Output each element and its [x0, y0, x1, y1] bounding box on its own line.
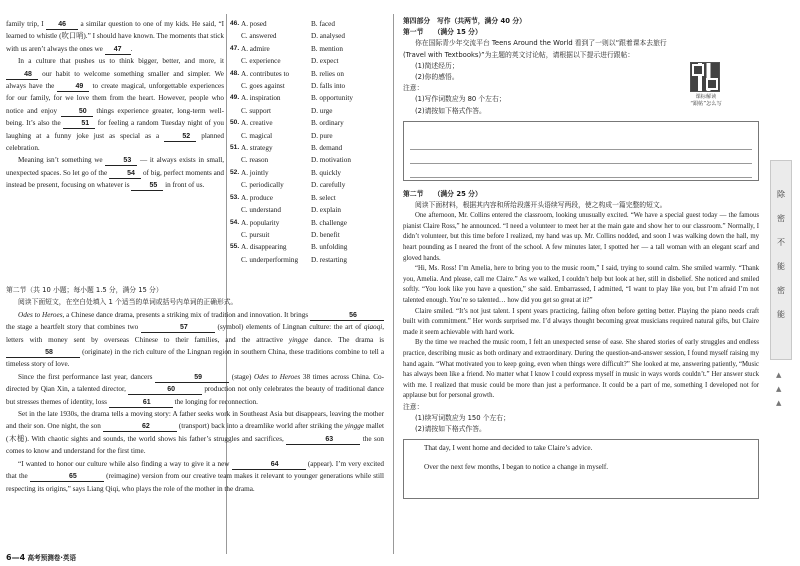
seal-side-tab — [770, 160, 792, 360]
option-row — [230, 192, 385, 204]
writing-section-1-prompt: 你在国际青少年交流平台 Teens Around the World 看到了一则以“跟着课本去旅行 (Travel with Textbooks)”为主题的英文讨论帖，请根据以下提示进行跟帖： — [403, 39, 667, 59]
option-a[interactable]: A. admire — [241, 44, 270, 53]
story-paragraph-4: By the time we reached the music room, I felt an unexpected sense of ease. She shared stories of early struggles and endless practice, describing music as both ordinary and extraordinary. During the question-and-answer session, I found myself raising my hand again. “What motivated you to keep going, even when things were difficult?” She looked at me, answering patiently, “Music has always been like a friend. No matter what I know I could express myself in music in ways words couldn’t.” Her answer stuck with me. I realized that music could be more than just a performance. It could be a part of me, something I developed not for applause but for personal growth. — [403, 339, 759, 400]
option-c[interactable]: C. understand — [241, 206, 281, 215]
story-paragraph-2: “Hi, Ms. Ross! I’m Amelia, here to bring you to the music room,” I said, trying to sound calm. She smiled warmly. “Thank you, Amelia. And please, call me Claire.” As we walked, I couldn’t help but look at her, still in disbelief. She noticed and smiled softly. “You look like you have a question,” she said. Embarrassed, I admitted, “I want to play like you, but I’m afraid I’m not talented enough. You’re so talented… how did you get so great at it?” — [403, 265, 759, 304]
option-b[interactable]: B. quickly — [311, 168, 341, 177]
option-b[interactable]: B. mention — [311, 44, 343, 53]
note-2-2: (2)请按如下格式作答。 — [415, 425, 486, 434]
option-d[interactable]: D. motivation — [311, 156, 351, 165]
option-row — [230, 229, 385, 241]
blank-58[interactable]: 58 — [6, 348, 80, 358]
note-label-1: 注意： — [403, 84, 424, 93]
question-number: 46. — [230, 20, 240, 27]
blank-60[interactable]: 60 — [128, 385, 202, 395]
option-d[interactable]: D. carefully — [311, 181, 346, 190]
option-b[interactable]: B. unfolding — [311, 243, 348, 252]
blank-50[interactable]: 50 — [61, 107, 93, 117]
passage-paragraph-3: Meaning isn’t something we 53 — it always exists in small, unexpected spaces. So let go of the 54 of big, perfect moments and instead be present, focusing on whatever is 55 in front of us. — [6, 156, 225, 190]
option-b[interactable]: B. opportunity — [311, 94, 353, 103]
option-row — [230, 241, 385, 253]
option-c[interactable]: C. periodically — [241, 181, 284, 190]
question-number: 55. — [230, 243, 240, 251]
option-a[interactable]: A. contributes to — [241, 69, 290, 78]
option-b[interactable]: B. demand — [311, 144, 343, 153]
blank-51[interactable]: 51 — [63, 119, 95, 129]
note-1-1: (1)写作词数应为 80 个左右； — [415, 95, 506, 104]
section-2-heading: 第二节（共 10 小题；每小题 1.5 分，满分 15 分） — [6, 286, 163, 294]
writing-section-1-heading: 第一节 （满分 15 分） — [403, 28, 482, 37]
page-divider — [393, 14, 394, 554]
page-footer — [6, 552, 76, 562]
option-d[interactable]: D. analysed — [311, 32, 345, 41]
option-row — [230, 117, 385, 129]
blank-53[interactable]: 53 — [105, 156, 137, 166]
question-number: 47. — [230, 44, 240, 52]
story-paragraph-3: Claire smiled. “It’s not just talent. I spent years practicing, failing often before getting better. Playing the piano needs craft built with commitment.” Her words surprised me. I’d always thought becoming great musicians required natural gifts, but Claire made it seem achievable with hard work. — [403, 307, 759, 336]
blank-56[interactable]: 56 — [310, 311, 384, 321]
option-row — [230, 55, 385, 67]
option-b[interactable]: B. relies on — [311, 69, 344, 78]
option-c[interactable]: C. goes against — [241, 82, 285, 91]
option-row — [230, 105, 385, 117]
question-number: 52. — [230, 168, 240, 176]
option-d[interactable]: D. benefit — [311, 230, 340, 239]
option-row — [230, 142, 385, 154]
option-d[interactable]: D. pure — [311, 131, 333, 140]
section-2-instruction: 阅读下面短文，在空白处填入 1 个适当的单词或括号内单词的正确形式。 — [18, 298, 238, 307]
option-c[interactable]: C. magical — [241, 131, 273, 140]
option-c[interactable]: C. experience — [241, 57, 281, 66]
answer-box-2[interactable] — [403, 439, 759, 499]
answer-line — [410, 140, 752, 150]
option-row — [230, 30, 385, 42]
left-column — [6, 18, 224, 192]
option-row — [230, 68, 385, 80]
option-b[interactable]: B. select — [311, 193, 336, 202]
blank-46[interactable]: 46 — [46, 20, 78, 30]
question-number: 48. — [230, 69, 240, 77]
starter-sentence-1: That day, I went home and decided to take Claire’s advice. — [424, 443, 593, 452]
page-number: 6—4 — [6, 553, 26, 562]
section-2-grammar — [6, 284, 384, 495]
passage-paragraph-2: In a culture that pushes us to think bigger, better, and more, it 48 our habit to welcome something smaller and simpler. We always have the 49 to create magical, unforgettable experiences for our family, for we love them from the heart. However, people who notice and enjoy 50 things experience greater, long-term well-being. It’s also the 51 for feeling a random Tuesday night of you laughing at a funny joke just as special as a 52 planned celebration. — [6, 57, 225, 153]
option-row — [230, 254, 385, 266]
option-d[interactable]: D. urge — [311, 106, 333, 115]
option-c[interactable]: C. answered — [241, 32, 277, 41]
starter-sentence-2: Over the next few months, I began to notice a change in myself. — [424, 462, 609, 471]
question-number: 54. — [230, 218, 240, 226]
blank-59[interactable]: 59 — [155, 373, 229, 383]
question-number: 53. — [230, 193, 240, 201]
option-row — [230, 43, 385, 55]
option-row — [230, 130, 385, 142]
option-b[interactable]: B. challenge — [311, 218, 347, 227]
question-number: 50. — [230, 119, 240, 127]
writing-section-2-heading: 第二节 （满分 25 分） — [403, 189, 482, 198]
option-d[interactable]: D. restarting — [311, 255, 347, 264]
point-1: (1)简述经历； — [415, 61, 459, 70]
blank-65[interactable]: 65 — [30, 472, 104, 482]
qr-code-icon[interactable] — [690, 62, 720, 92]
option-c[interactable]: C. support — [241, 106, 271, 115]
option-a[interactable]: A. posed — [241, 20, 267, 28]
answer-line — [410, 168, 752, 178]
option-c[interactable]: C. underperforming — [241, 255, 299, 264]
blank-55[interactable]: 55 — [131, 181, 163, 191]
option-a[interactable]: A. creative — [241, 119, 273, 128]
side-arrows-icon: ▲ ▲ ▲ — [776, 371, 782, 407]
options-column — [230, 18, 385, 266]
side-tab-text: 除密不能密能 — [777, 190, 785, 319]
note-1-2: (2)请按如下格式作答。 — [415, 106, 486, 115]
footer-title: 高考预测卷·英语 — [27, 554, 77, 562]
part-4-heading: 第四部分 写作（共两节，满分 40 分） — [403, 17, 526, 25]
blank-48[interactable]: 48 — [6, 70, 38, 80]
option-a[interactable]: A. popularity — [241, 218, 280, 227]
blank-54[interactable]: 54 — [109, 169, 141, 179]
option-b[interactable]: B. faced — [311, 20, 335, 28]
option-d[interactable]: D. expect — [311, 57, 339, 66]
answer-box-1[interactable] — [403, 121, 759, 181]
blank-52[interactable]: 52 — [164, 132, 196, 142]
passage-paragraph-1: family trip, I 46 a similar question to one of my kids. He said, “I learned to whistle (吹口哨).” I should have known. The moments that stick with us aren’t always the ones we 47 . — [6, 20, 225, 53]
writing-section-2-prompt: 阅读下面材料，根据其内容和所给段落开头语续写两段，使之构成一篇完整的短文。 — [415, 201, 667, 210]
qr-caption: 课标解读 “跟帖”怎么写 — [690, 94, 722, 107]
option-d[interactable]: D. falls into — [311, 82, 346, 91]
option-a[interactable]: A. jointly — [241, 168, 269, 177]
note-label-2: 注意： — [403, 402, 424, 411]
option-row — [230, 18, 385, 30]
grammar-paragraph-4: “I wanted to honor our culture while also finding a way to give it a new 64 (appear). I’m very excited that the 65 (reimagine) version from our creative team makes it relevant to younger generations while still respecting its origins,” says Liang Qiqi, who plays the role of the mother in the drama. — [6, 459, 385, 493]
point-2: (2)你的感悟。 — [415, 73, 459, 82]
option-row — [230, 217, 385, 229]
grammar-paragraph-1: Odes to Heroes, a Chinese dance drama, presents a striking mix of tradition and innovation. It brings 56 the stage a heartfelt story that combines two 57 (symbol) elements of Lingnan culture: the art of qiaoqi, letters with money sent by overseas Chinese to their families, and the attractive yingge dance. The drama is 58 (originate) in the rich culture of the Lingnan region in southern China, these traditions combine to tell a timeless story of love. — [6, 310, 385, 369]
answer-line — [410, 154, 752, 164]
option-row — [230, 80, 385, 92]
blank-57[interactable]: 57 — [141, 323, 215, 333]
blank-47[interactable]: 47 — [105, 45, 131, 55]
option-d[interactable]: D. explain — [311, 206, 341, 215]
question-number: 49. — [230, 94, 240, 102]
option-c[interactable]: C. reason — [241, 156, 269, 165]
blank-61[interactable]: 61 — [109, 398, 173, 408]
grammar-paragraph-3: Set in the late 1930s, the drama tells a moving story: A father seeks work in Southeast Asia but disappears, leaving the mother and their son. One night, the son 62 (transport) back into a dreamlike world after striking the yingge mallet (木槌). With chaotic sights and sounds, the world shows his father’s struggles and sacrifices, 63 the son comes to know and understand for the first time. — [6, 410, 385, 456]
option-a[interactable]: A. disappearing — [241, 243, 287, 252]
option-c[interactable]: C. pursuit — [241, 230, 270, 239]
option-a[interactable]: A. strategy — [241, 144, 273, 153]
grammar-paragraph-2: Since the first performance last year, dancers 59 (stage) Odes to Heroes 38 times across China. Co-directed by Qian Xin, a talented director, 60 production not only celebrates the beauty of traditional dance but stresses themes of identity, loss 61 the longing for reconnection. — [6, 372, 385, 406]
note-2-1: (1)续写词数应为 150 个左右； — [415, 414, 510, 423]
option-row — [230, 92, 385, 104]
blank-62[interactable]: 62 — [103, 422, 177, 432]
blank-64[interactable]: 64 — [232, 460, 306, 470]
option-b[interactable]: B. ordinary — [311, 119, 344, 128]
option-row — [230, 154, 385, 166]
blank-49[interactable]: 49 — [57, 82, 89, 92]
option-row — [230, 204, 385, 216]
story-paragraph-1: One afternoon, Mr. Collins entered the classroom, looking unusually excited. “We have a special guest today — the famous pianist Claire Ross,” he announced. “I need a volunteer to meet her at the main gate and show her to our classroom.” Normally, I didn’t volunteer, but this time before I realized, my hand was up. Mr. Collins nodded, and soon I was walking down the hall, my heart pounding as I neared the front of the school. A few minutes later, I spotted her — a tall woman with an elegant scarf and gloved hands. — [403, 212, 759, 262]
option-a[interactable]: A. produce — [241, 193, 273, 202]
option-a[interactable]: A. inspiration — [241, 94, 281, 103]
question-number: 51. — [230, 144, 240, 152]
option-row — [230, 179, 385, 191]
option-row — [230, 167, 385, 179]
blank-63[interactable]: 63 — [286, 435, 360, 445]
